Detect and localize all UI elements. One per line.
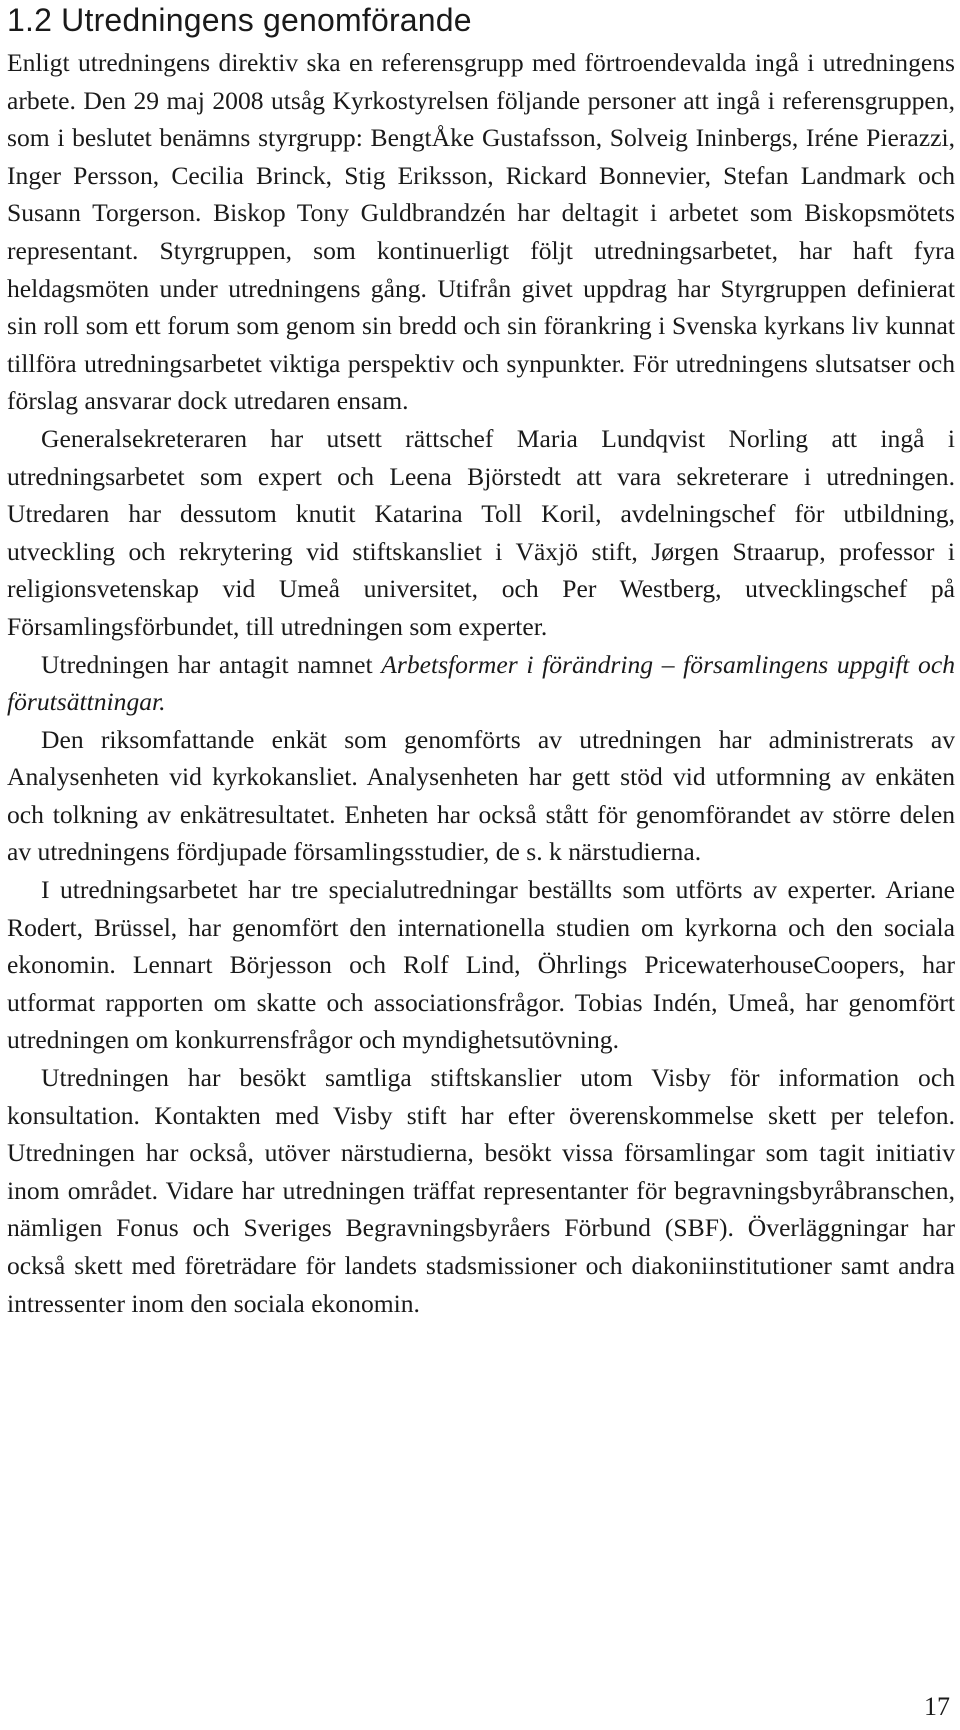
paragraph-special-investigations: I utredningsarbetet har tre specialutredningar beställts som utförts av experter. Ariane Rodert, Brüssel, har genomfört den internationella studien om kyrkorna och den sociala ekonomin. Lennart Börjesson och Rolf Lind, Öhrlings PricewaterhouseCoopers, har utformat rapporten om skatte och associationsfrågor. Tobias Indén, Umeå, har genomfört utredningen om konkurrensfrågor och myndighetsutövning. [7, 875, 955, 1055]
paragraph-investigation-name [7, 646, 955, 721]
paragraph-experts: Generalsekreteraren har utsett rättschef Maria Lundqvist Norling att ingå i utredningsarbetet som expert och Leena Björstedt att vara sekreterare i utredningen. Utredaren har dessutom knutit Katarina Toll Koril, avdelningschef för utbildning, utveckling och rekrytering vid stiftskansliet i Växjö stift, Jørgen Straarup, professor i religionsvetenskap vid Umeå universitet, och Per Westberg, utvecklingschef på Församlingsförbundet, till utredningen som experter. [7, 423, 955, 641]
paragraph-survey: Den riksomfattande enkät som genomförts av utredningen har administrerats av Analysenheten vid kyrkokansliet. Analysenheten har gett stöd vid utformning av enkäten och tolkning av enkätresultatet. Enheten har också stått för genomförandet av större delen av utredningens fördjupade församlingsstudier, de s. k närstudierna. [7, 724, 955, 867]
document-page [7, 0, 955, 1322]
section-heading: 1.2 Utredningens genomförande [7, 2, 472, 38]
page-number: 17 [924, 1692, 950, 1721]
body-text [7, 44, 955, 1322]
investigation-name-lead: Utredningen har antagit namnet [41, 649, 382, 679]
investigation-title: Arbetsformer i förändring – församlingens uppgift och förutsättningar. [7, 649, 955, 717]
paragraph-visits: Utredningen har besökt samtliga stiftskanslier utom Visby för information och konsultation. Kontakten med Visby stift har efter överenskommelse skett per telefon. Utredningen har också, utöver närstudierna, besökt vissa församlingar som tagit initiativ inom området. Vidare har utredningen träffat representanter för begravningsbyråbranschen, nämligen Fonus och Sveriges Begravningsbyråers Förbund (SBF). Överläggningar har också skett med företrädare för landets stadsmissioner och diakoniinstitutioner samt andra intressenter inom den sociala ekonomin. [7, 1063, 955, 1318]
paragraph-reference-group: Enligt utredningens direktiv ska en referensgrupp med förtroendevalda ingå i utredningens arbete. Den 29 maj 2008 utsåg Kyrkostyrelsen följande personer att ingå i referensgruppen, som i beslutet benämns styrgrupp: BengtÅke Gustafsson, Solveig Ininbergs, Iréne Pierazzi, Inger Persson, Cecilia Brinck, Stig Eriksson, Rickard Bonnevier, Stefan Landmark och Susann Torgerson. Biskop Tony Guldbrandzén har deltagit i arbetet som Biskopsmötets representant. Styrgruppen, som kontinuerligt följt utredningsarbetet, har haft fyra heldagsmöten under utredningens gång. Utifrån givet uppdrag har Styrgruppen definierat sin roll som ett forum som genom sin bredd och sin förankring i Svenska kyrkans liv kunnat tillföra utredningsarbetet viktiga perspektiv och synpunkter. För utredningens slutsatser och förslag ansvarar dock utredaren ensam. [7, 48, 955, 416]
